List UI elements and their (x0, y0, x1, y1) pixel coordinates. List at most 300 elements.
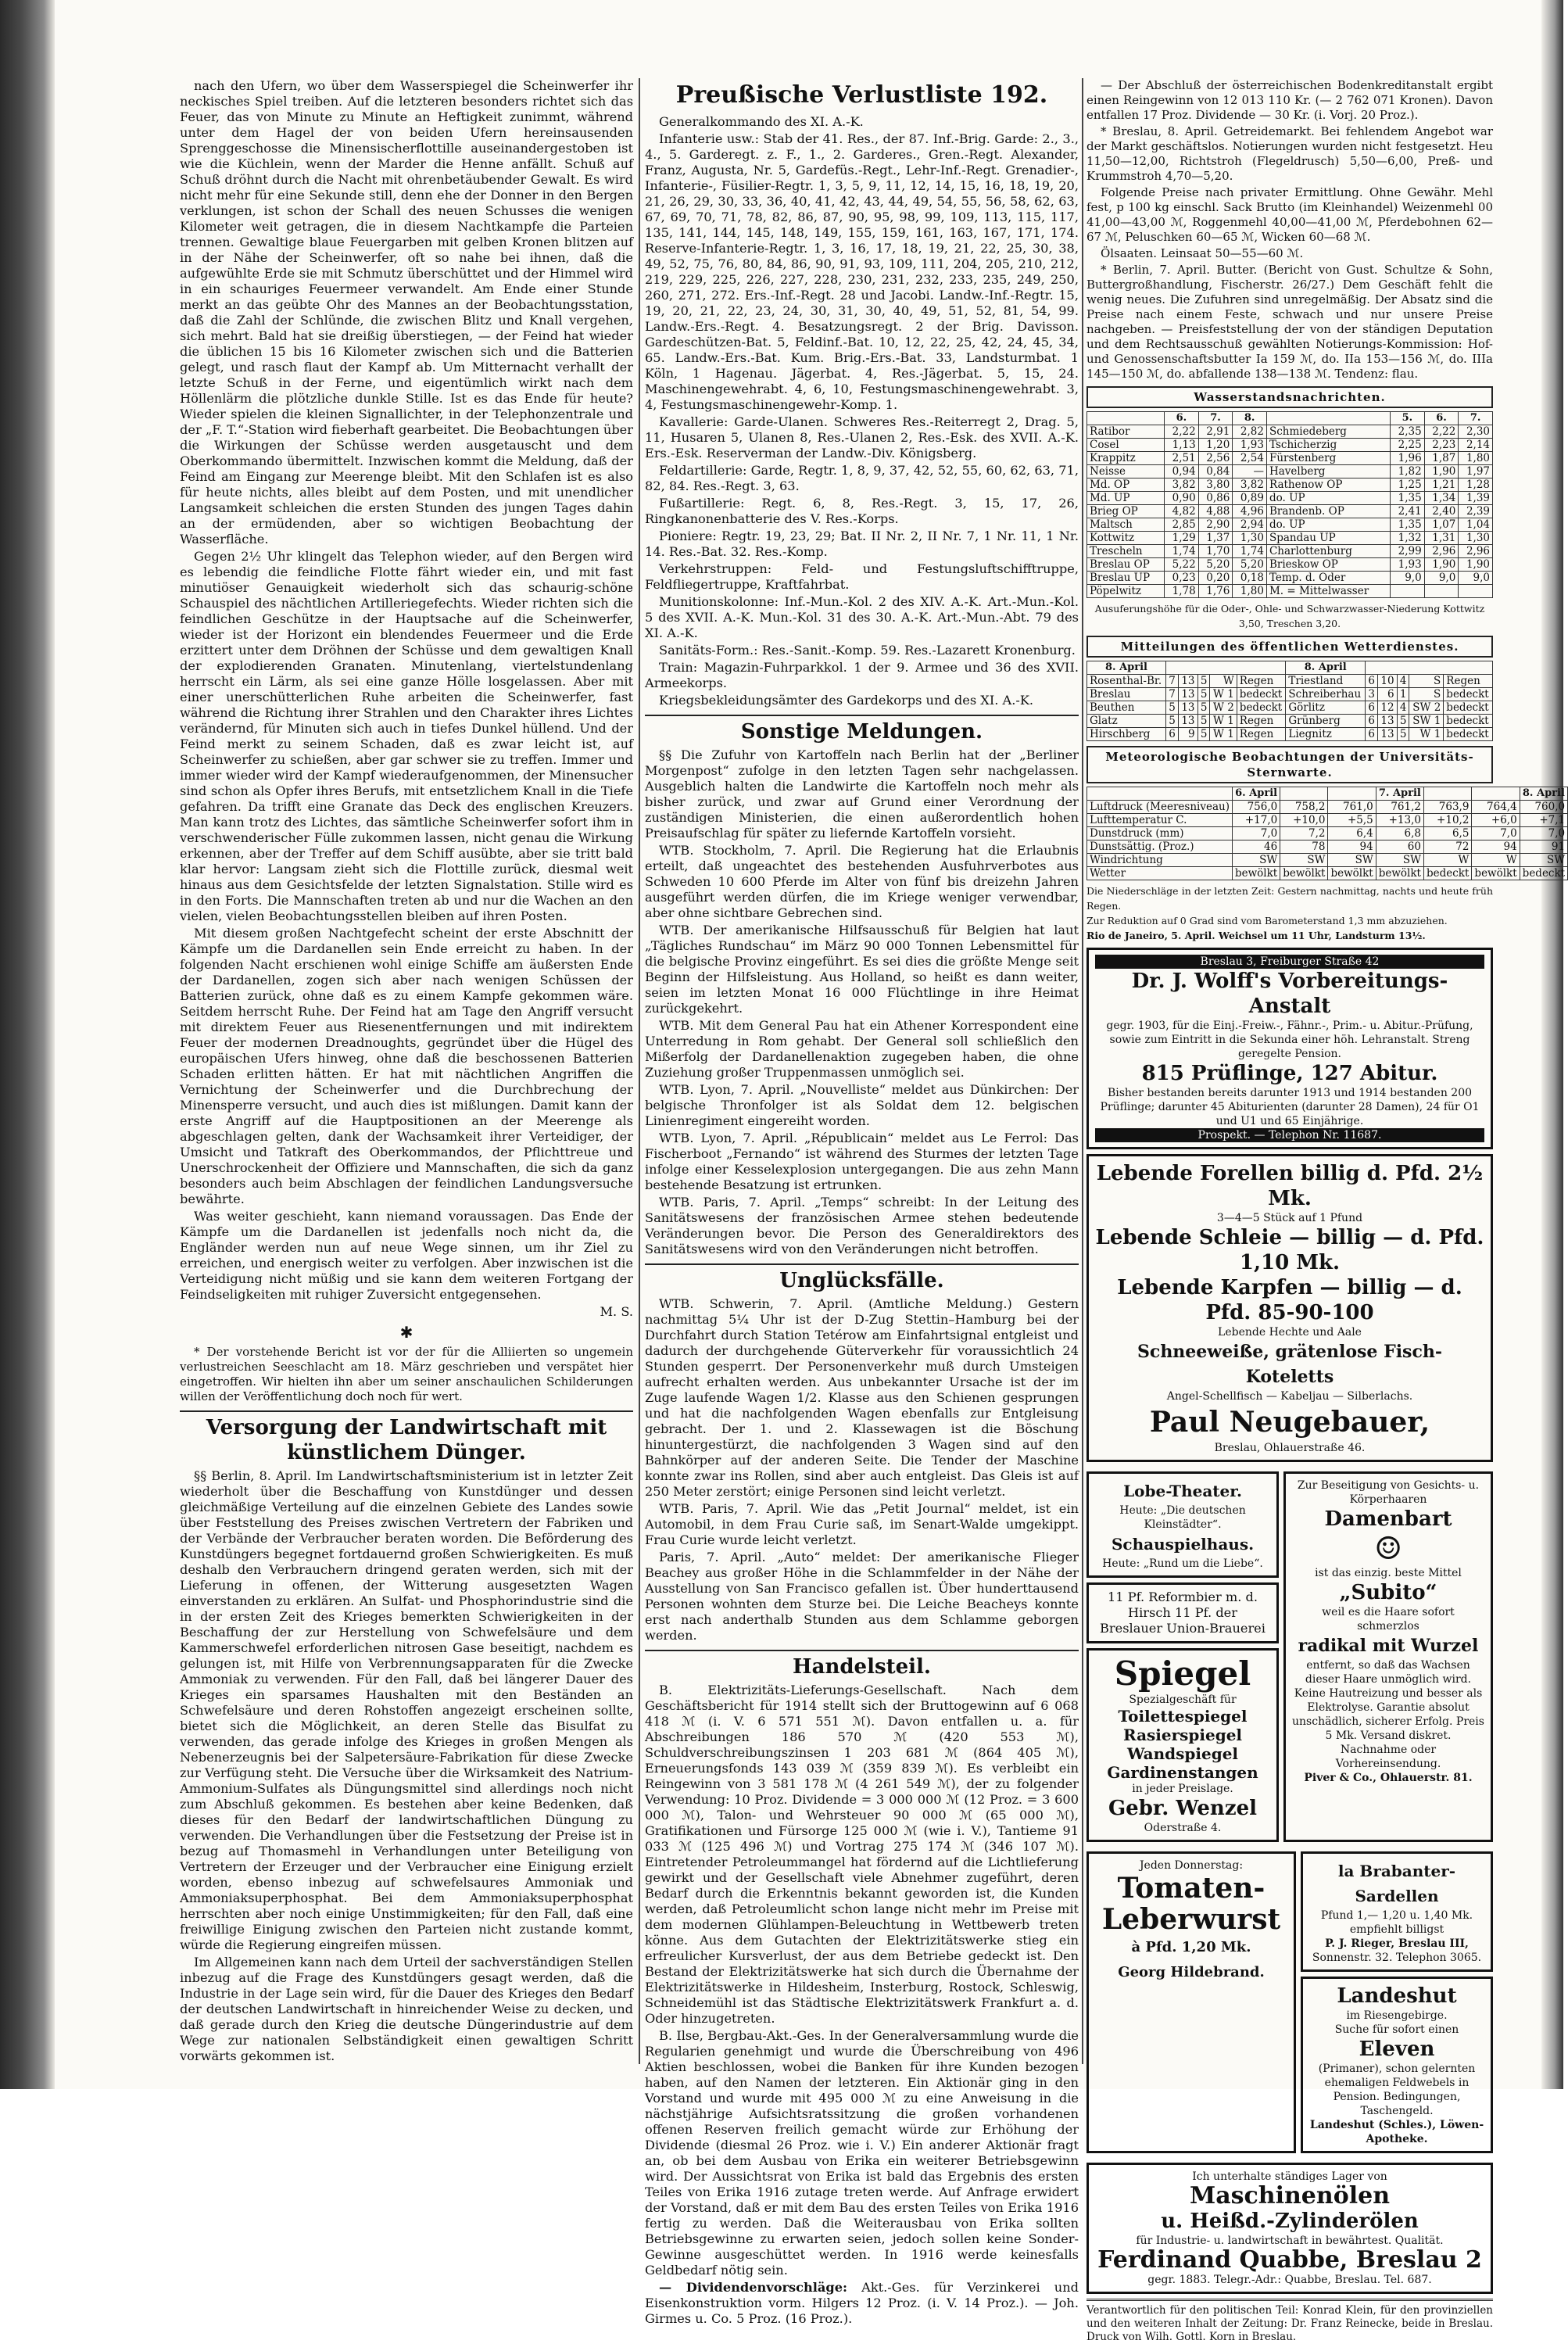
table-cell: 94 (1472, 840, 1520, 854)
article-paragraph: Was weiter geschieht, kann niemand voraussagen. Das Ende der Kämpfe um die Dardanellen ist jedenfalls noch nicht da, die Engländer werden nun auf neue Wege sinnen, um ihr Ziel zu erreichen, und energisch weiter zu verfolgen. Aber inzwischen ist die Verteidigung nicht müßig und sie kann dem weiteren Fortgang der Feindseligkeiten mit ruhiger Zuversicht entgegensehen. (180, 1209, 633, 1302)
ad-wolff-foot: Prospekt. — Telephon Nr. 11687. (1095, 1128, 1484, 1142)
ad-quabbe-title: u. Heißd.-Zylinderölen (1161, 2210, 1419, 2233)
table-cell: +6,0 (1472, 814, 1520, 827)
table-cell: 1,07 (1424, 518, 1459, 532)
table-cell: 2,91 (1198, 425, 1233, 439)
table-cell: bedeckt (1444, 728, 1493, 741)
table-cell: W 1 (1210, 688, 1237, 701)
table-cell: 2,56 (1198, 452, 1233, 465)
table-cell: SW 1 (1409, 715, 1444, 728)
table-cell: bewölkt (1472, 867, 1520, 880)
table-row (1087, 558, 1493, 572)
unglueck-paragraph: WTB. Schwerin, 7. April. (Amtliche Meldung.) Gestern nachmittag 5¼ Uhr ist der D-Zug Stettin–Hamburg bei der Durchfahrt durch Station Tetérow am Einfahrtsignal entgleist und dadurch der durchgehende Güterverkehr für voraussichtlich 24 Stunden gesperrt. Der Personenverkehr muß durch Umsteigen aufrecht erhalten werden. Aus unbekannter Ursache ist der im Zuge laufende Wagen 1/2. Klasse aus den Schienen gesprungen und hat die nachfolgenden Wagen ebenfalls zur Entgleisung gebracht. Der 1. und 2. Klassewagen ist die Böschung hinuntergestürzt, die nachfolgenden 3 Wagen sind auf den Bahnkörper auf der anderen Seite. Die Tender der Maschine konnte zwar ins Rollen, sind aber auch entgleist. Das Gleis ist auf 250 Meter zerstört; einige Personen sind leicht verletzt. (645, 1296, 1079, 1499)
ad-quabbe-title: Maschinenölen (1189, 2182, 1391, 2210)
table-cell: 0,23 (1165, 572, 1199, 585)
wasserstand-table (1087, 411, 1493, 598)
ad-landeshut-sub2: Suche für sofort einen (1334, 2023, 1459, 2036)
table-cell: 6 (1377, 688, 1397, 701)
table-cell: 3,82 (1233, 478, 1267, 492)
table-cell: Liegnitz (1286, 728, 1366, 741)
table-cell: 2,23 (1424, 439, 1459, 452)
table-cell: 2,96 (1424, 545, 1459, 558)
table-cell: 5 (1197, 701, 1210, 715)
table-cell: +5,5 (1328, 814, 1376, 827)
table-cell: 0,86 (1198, 492, 1233, 505)
table-cell: W 2 (1210, 701, 1237, 715)
table-header-cell (1472, 787, 1520, 801)
ad-theater (1087, 1471, 1279, 1578)
table-cell: 94 (1328, 840, 1376, 854)
table-cell: Trescheln (1087, 545, 1165, 558)
table-cell: 1,93 (1391, 558, 1425, 572)
table-cell: 4 (1397, 701, 1409, 715)
verlust-paragraph: Munitionskolonne: Inf.-Mun.-Kol. 2 des XIV. A.-K. Art.-Mun.-Kol. 5 des XVII. A.-K. Mun.-Kol. 31 des 30. A.-K. Art.-Mun.-Abt. 79 des XI. A.-K. (645, 594, 1079, 640)
table-cell: 60 (1376, 840, 1423, 854)
meteo-note: Rio de Janeiro, 5. April. Weichsel um 11 Uhr, Landsturm 13½. (1087, 930, 1426, 941)
table-cell: 13 (1377, 715, 1397, 728)
table-cell: Ratibor (1087, 425, 1165, 439)
table-cell: Breslau OP (1087, 558, 1165, 572)
article-paragraph: Gegen 2½ Uhr klingelt das Telephon wieder, auf den Bergen wird es lebendig die feindliche Flotte fährt wieder ein, und mit fast minutiöser Genauigkeit wiederholt sich das schaurig-schöne Schauspiel des nächtlichen Artilleriegefechts. Wieder richten sich die feindlichen Geschütze in der Hauptsache auf die Scheinwerfer, wieder ist der Horizont ein blendendes Feuermeer und die Erde erzittert unter dem Dröhnen der Schüsse und dem gewaltigen Knall der explodierenden Granaten. Minutenlang, viertelstundenlang herrscht ein Lärm, als sei eine ganze Hölle losgelassen. Aber mit einer unerschütterlichen Ruhe arbeiten die Scheinwerfer, fast während die Richtung ihrer Strahlen und den Charakter ihres Lichtes verändernd, für Minuten sich auch in tiefes Dunkel hüllend. Und der Feind merkt zu seinem Schaden, daß es zwar leicht ist, auf Scheinwerfer zu schießen, aber gar schwer sie zu treffen. Immer und immer wieder wird der Kampf wiederaufgenommen, der Minensucher sind schon als Opfer ihres Berufs, mit entsetzlichem Knall in die Tiefe gefahren. Da trifft eine Granate das Deck des englischen Kreuzers. Man kann trotz des Lichtes, das sämtliche Scheinwerfer sofort ihm in verschwenderischer Fülle zukommen lassen, nicht genau die Wirkung erkennen, aber der Treffer auf dem Schiff ausübte, aber sie tritt bald klar hervor: Langsam zieht sich die Flottille zurück, diesmal weit hinaus aus dem Gesichtsfelde der letzten Signalstation. Stille wird es in den Forts. Die Mannschaften treten ab und nur die Wachen an den vielen, vielen Beobachtungsstellen bleiben auf ihren Posten. (180, 549, 633, 923)
ad-fish-line: Schneeweiße, grätenlose Fisch-Koteletts (1137, 1342, 1442, 1387)
table-cell: 1,04 (1459, 518, 1493, 532)
ad-fish-line: Lebende Karpfen — billig — d. Pfd. 85-90-100 (1117, 1276, 1462, 1324)
ad-quabbe-foot: gegr. 1883. Telegr.-Adr.: Quabbe, Breslau. Tel. 687. (1147, 2274, 1432, 2286)
table-cell: 1,70 (1198, 545, 1233, 558)
table-cell: +17,0 (1232, 814, 1280, 827)
table-cell: SW (1376, 854, 1423, 867)
verlust-paragraph: Fußartillerie: Regt. 6, 8, Res.-Regt. 3, 15, 17, 26, Ringkanonenbatterie des V. Res.-Korps. (645, 496, 1079, 526)
ad-spiegel-sub: Spezialgeschäft für (1129, 1693, 1237, 1706)
table-cell: 5 (1397, 728, 1409, 741)
ad-spiegel-item: Toilettespiegel (1118, 1707, 1248, 1726)
ad-tomaten-title: Leberwurst (1101, 1903, 1281, 1936)
table-row (1087, 532, 1493, 545)
table-cell: 764,4 (1472, 801, 1520, 814)
unglueck-paragraph: WTB. Paris, 7. April. Wie das „Petit Journal“ meldet, ist ein Automobil, in dem Frau Curie saß, im Senart-Walde umgekippt. Frau Curie wurde leicht verletzt. (645, 1501, 1079, 1547)
ad-fish-sub: 3—4—5 Stück auf 1 Pfund (1216, 1212, 1363, 1224)
table-row (1087, 867, 1568, 880)
table-cell: 2,14 (1459, 439, 1493, 452)
table-row (1087, 465, 1493, 478)
unglueck-paragraph: Paris, 7. April. „Auto“ meldet: Der amerikanische Flieger Beachey aus großer Höhe in die Schlammfelder in der Nähe der Ausstellung von San Francisco gefallen ist. Über hunderttausend Personen wohnten dem Sturze bei. Die Leiche Beacheys konnte erst nach anderthalb Stunden aus dem Schlamme geborgen werden. (645, 1550, 1079, 1643)
table-cell: 0,94 (1165, 465, 1199, 478)
table-cell: — (1233, 465, 1267, 478)
table-cell: Breslau (1087, 688, 1166, 701)
table-cell: 3 (1366, 688, 1378, 701)
ad-schauspiel-line: Heute: „Rund um die Liebe“. (1102, 1557, 1263, 1570)
table-cell: bedeckt (1520, 867, 1567, 880)
table-cell: Dunstdruck (mm) (1087, 827, 1233, 840)
meldung-paragraph: WTB. Stockholm, 7. April. Die Regierung hat die Erlaubnis erteilt, daß ungeachtet des bestehenden Ausfuhrverbotes aus Schweden 10 600 Pferde im Alter von fünf bis dreizehn Jahren ausgeführt werden dürfen, die im Kriege weniger verwendbar, aber ohne sichtbare Gebrechen sind. (645, 843, 1079, 920)
ad-theater-title: Lobe-Theater. (1123, 1482, 1242, 1500)
table-cell: Kottwitz (1087, 532, 1165, 545)
verlust-paragraph: Sanitäts-Form.: Res.-Sanit.-Komp. 59. Res.-Lazarett Kronenburg. (659, 643, 1076, 658)
table-cell: 5,20 (1198, 558, 1233, 572)
table-cell: 760,0 (1520, 801, 1567, 814)
ad-tomaten-name: Georg Hildebrand. (1118, 1964, 1265, 1980)
ad-row (1087, 1467, 1493, 1847)
verlust-paragraph: Kriegsbekleidungsämter des Gardekorps und des XI. A.-K. (659, 693, 1034, 708)
table-cell: 1,74 (1165, 545, 1199, 558)
table-cell: Krappitz (1087, 452, 1165, 465)
table-cell: 2,51 (1165, 452, 1199, 465)
ad-tomaten (1087, 1851, 1296, 2153)
table-cell: bedeckt (1423, 867, 1471, 880)
table-cell: 5 (1166, 715, 1179, 728)
table-cell: 1,32 (1391, 532, 1425, 545)
table-cell: Fürstenberg (1266, 452, 1390, 465)
table-cell: Brandenb. OP (1266, 505, 1390, 518)
table-cell: W (1472, 854, 1520, 867)
table-header-cell (1280, 787, 1328, 801)
table-cell: 1,80 (1233, 585, 1267, 598)
ad-damenbart-text: entfernt, so daß das Wachsen dieser Haare unmöglich wird. Keine Hautreizung und besser als Elektrolyse. Garantie absolut unschädlich, sicherer Erfolg. Preis 5 Mk. Versand diskret. Nachnahme oder Vorhereinsendung. (1292, 1659, 1484, 1770)
section-title: Versorgung der Landwirtschaft mit künstlichem Dünger. (180, 1410, 633, 1465)
table-row (1087, 505, 1493, 518)
table-cell: bedeckt (1237, 688, 1286, 701)
table-cell (1424, 585, 1459, 598)
table-row (1087, 478, 1493, 492)
table-cell: SW (1232, 854, 1280, 867)
ad-fish (1087, 1154, 1493, 1462)
table-row (1087, 675, 1493, 688)
ad-spiegel-item: Gardinenstangen (1107, 1763, 1258, 1782)
table-cell: 7 (1166, 688, 1179, 701)
ad-fish-label: Lebende Schleie (1095, 1226, 1283, 1249)
table-cell: bewölkt (1328, 867, 1376, 880)
table-row (1087, 715, 1493, 728)
table-cell: Md. UP (1087, 492, 1165, 505)
handel-paragraph: B. Elektrizitäts-Lieferungs-Gesellschaft. Nach dem Geschäftsbericht für 1914 stellt sich der Bruttogewinn auf 6 068 418 ℳ (i. V. 6 571 551 ℳ). Davon entfallen u. a. für Abschreibungen 186 570 ℳ (420 553 ℳ), Schuldverschreibungszinsen 1 203 681 ℳ (864 405 ℳ), Erneuerungsfonds 143 039 ℳ (359 839 ℳ). Es verbleibt ein Reingewinn von 3 581 178 ℳ (4 261 549 ℳ), der zu folgender Verwendung: 10 Proz. Dividende = 3 000 000 ℳ (12 Proz. = 3 600 000 ℳ), Talon- und Wehrsteuer 90 000 ℳ (65 000 ℳ), Gratifikationen und Fürsorge 125 000 ℳ (wie i. V.), Tantieme 91 033 ℳ (125 496 ℳ) und Vortrag 275 174 ℳ (346 107 ℳ). Eintretender Petroleummangel hat fördernd auf die Lichtlieferung gewirkt und der Gesellschaft viele Abnehmer zugeführt, deren Bedarf durch die Erkenntnis bekannt geworden ist, die Kunden werden, daß Petroleumlicht schon lange nicht mehr im Preise mit dem modernen Glühlampen-Beleuchtung in Wettbewerb treten könne. Aus dem Gutachten der Elektrizitätswerke stieg ein erfreulicher Kursverlust, der aus dem Betriebe gedeckt ist. Den Bestand der Elektrizitätswerke hat sich durch die Übernahme der Elektrizitätswerke in Hildesheim, Insterburg, Rostock, Schleswig, Schneidemühl ist das Städtische Elektrizitätswerk Frankfurt a. d. Oder hinzugetreten. (645, 1683, 1079, 2026)
table-cell: 5 (1197, 688, 1210, 701)
wetter-table (1087, 661, 1493, 741)
table-header-row (1087, 412, 1493, 425)
ad-fish-price: d. Pfd. 1,10 Mk. (1239, 1226, 1484, 1274)
table-cell: +10,0 (1280, 814, 1328, 827)
ad-sardellen-title: la Brabanter-Sardellen (1337, 1862, 1456, 1905)
table-cell: 1,31 (1424, 532, 1459, 545)
verlust-paragraph: Feldartillerie: Garde, Regtr. 1, 8, 9, 37, 42, 52, 55, 60, 62, 63, 71, 82, 84. Res.-Regt. 3, 63. (645, 463, 1079, 493)
table-cell (1391, 585, 1425, 598)
table-row (1087, 827, 1568, 840)
ad-sardellen-name: P. J. Rieger, Breslau III, (1325, 1937, 1469, 1950)
handel-title: Handelsteil. (645, 1650, 1079, 1679)
table-cell: Rosenthal-Br. (1087, 675, 1166, 688)
table-cell: 4,96 (1233, 505, 1267, 518)
table-cell: 78 (1280, 840, 1328, 854)
table-cell: 0,90 (1165, 492, 1199, 505)
verlust-paragraph: Pioniere: Regtr. 19, 23, 29; Bat. II Nr. 2, II Nr. 7, 1 Nr. 11, 1 Nr. 14. Res.-Bat. 32. Res.-Komp. (645, 529, 1079, 559)
ad-fish-billig: billig (1316, 1226, 1376, 1249)
table-row (1087, 840, 1568, 854)
table-cell: W 1 (1210, 728, 1237, 741)
ad-fish-label: Lebende Karpfen (1117, 1276, 1313, 1299)
table-cell: 1,35 (1391, 492, 1425, 505)
dividenden-text: Akt.-Ges. für Verzinkerei und Eisenkonstruktion vorm. Hilgers 12 Proz. (i. V. 14 Proz.). — Joh. Girmes u. Co. 5 Proz. (16 Proz.). (645, 2280, 1079, 2326)
table-cell: 72 (1423, 840, 1471, 854)
ad-fish-billig: billig (1347, 1276, 1407, 1299)
ad-spiegel-item: Rasierspiegel (1122, 1726, 1243, 1744)
verlustliste-title: Preußische Verlustliste 192. (675, 81, 1048, 109)
footnote: * Der vorstehende Bericht ist vor der für die Alliierten so ungemein verlustreichen Seeschlacht am 18. März geschrieben und verspätet hier eingetroffen. Wir hielten ihn aber um seiner anschaulichen Schilderungen willen der Veröffentlichung doch noch für wert. (180, 1345, 633, 1403)
ad-wolff-num2: 127 Abitur. (1310, 1062, 1438, 1085)
table-cell: 761,0 (1328, 801, 1376, 814)
table-cell: 13 (1178, 715, 1197, 728)
ad-landeshut-title: Landeshut (1337, 1984, 1457, 2008)
verlust-paragraph: Verkehrstruppen: Feld- und Festungsluftschifftruppe, Feldfliegertruppe, Kraftfahrbat. (645, 561, 1079, 592)
table-cell: 5 (1197, 675, 1210, 688)
table-cell: 13 (1178, 688, 1197, 701)
table-row (1087, 452, 1493, 465)
table-cell: W 1 (1409, 728, 1444, 741)
table-cell: 6,4 (1328, 827, 1376, 840)
ad-damenbart-sub: ist das einzig. beste Mittel (1315, 1567, 1462, 1579)
meldung-paragraph: WTB. Der amerikanische Hilfsausschuß für Belgien hat laut „Tägliches Rundschau“ im März 90 000 Tonnen Lebensmittel für die belgische Provinz eingeführt. Es sei dies die größte Menge seit Beginn der Hilfsleistung. Aus Holland, so heißt es dann weiter, seien im letzten Monat 16 000 Flüchtlinge in ihre Heimat zurückgekehrt. (645, 923, 1079, 1016)
wasser-title: Wasserstandsnachrichten. (1087, 386, 1493, 408)
table-cell: 3,82 (1165, 478, 1199, 492)
table-cell: Tschicherzig (1266, 439, 1390, 452)
book-binding-edge (0, 0, 55, 2089)
meldung-paragraph: WTB. Lyon, 7. April. „Nouvelliste“ meldet aus Dünkirchen: Der belgische Thronfolger ist als Soldat dem 12. belgischen Linienregiment eingereiht worden. (645, 1082, 1079, 1128)
ad-wolff-numbers (1095, 1061, 1484, 1086)
ad-wolff-sub2: Bisher bestanden bereits darunter 1913 und 1914 bestanden 200 Prüflinge; darunter 45 Abiturienten (darunter 28 Damen), 24 für O1 und U1 und 65 Einjährige. (1100, 1087, 1480, 1127)
table-cell: 1,21 (1424, 478, 1459, 492)
table-header-row (1087, 787, 1568, 801)
table-cell: 6 (1366, 701, 1378, 715)
table-cell: Regen (1237, 675, 1286, 688)
ad-schauspiel-title: Schauspielhaus. (1111, 1535, 1255, 1554)
table-cell: Regen (1444, 675, 1493, 688)
table-cell: 4 (1397, 675, 1409, 688)
table-cell: S (1409, 675, 1444, 688)
table-cell: W 1 (1210, 715, 1237, 728)
table-cell: Windrichtung (1087, 854, 1233, 867)
unglueck-title: Unglücksfälle. (645, 1263, 1079, 1293)
table-row (1087, 425, 1493, 439)
ad-spiegel-addr: Oderstraße 4. (1144, 1822, 1222, 1834)
ad-sardellen (1301, 1851, 1493, 1972)
table-cell: 9,0 (1424, 572, 1459, 585)
table-header-cell: 6. (1165, 412, 1199, 425)
table-cell: 1,74 (1233, 545, 1267, 558)
table-cell: 5 (1397, 715, 1409, 728)
ad-wolff-title: Dr. J. Wolff's Vorbereitungs-Anstalt (1131, 969, 1448, 1018)
ad-spiegel (1087, 1648, 1279, 1842)
table-row (1087, 728, 1493, 741)
table-cell: 2,30 (1459, 425, 1493, 439)
table-cell: 6,8 (1376, 827, 1423, 840)
table-header-cell: 6. (1424, 412, 1459, 425)
ad-spiegel-name: Gebr. Wenzel (1108, 1797, 1258, 1820)
table-cell: 1,96 (1391, 452, 1425, 465)
ad-tomaten-title: Tomaten- (1117, 1872, 1265, 1905)
table-cell: M. = Mittelwasser (1266, 585, 1390, 598)
table-row (1087, 439, 1493, 452)
table-cell: 4,88 (1198, 505, 1233, 518)
table-cell: bedeckt (1444, 715, 1493, 728)
ad-left-stack (1087, 1467, 1279, 1847)
table-cell: Wetter (1087, 867, 1233, 880)
table-cell: 1,30 (1459, 532, 1493, 545)
table-cell: 1,28 (1459, 478, 1493, 492)
table-cell: 5 (1166, 701, 1179, 715)
table-header-cell (1328, 787, 1376, 801)
table-header-cell: 6. April (1232, 787, 1280, 801)
table-cell: 758,2 (1280, 801, 1328, 814)
table-cell: 1,25 (1391, 478, 1425, 492)
ad-fish-price: d. Pfd. 2½ Mk. (1268, 1162, 1484, 1210)
table-cell: 3,80 (1198, 478, 1233, 492)
table-cell: 5,22 (1165, 558, 1199, 572)
ad-fish-label: Lebende Forellen (1096, 1162, 1294, 1185)
table-cell: 12 (1377, 701, 1397, 715)
table-cell: 2,82 (1233, 425, 1267, 439)
meldungen-title: Sonstige Meldungen. (645, 715, 1079, 744)
table-cell: 1,39 (1459, 492, 1493, 505)
table-header-cell (1087, 787, 1233, 801)
verlust-paragraph: Kavallerie: Garde-Ulanen. Schweres Res.-Reiterregt 2, Drag. 5, 11, Husaren 5, Ulanen 8, Res.-Ulanen 2, Res.-Esk. des XVII. A.-K. Ers.-Esk. Reserverman der Landw.-Div. Königsberg. (645, 414, 1079, 461)
table-body (1087, 801, 1568, 880)
table-cell: +13,0 (1376, 814, 1423, 827)
table-cell: 2,96 (1459, 545, 1493, 558)
dividenden-paragraph (645, 2280, 1079, 2327)
table-cell: 2,40 (1424, 505, 1459, 518)
article-paragraph: Im Allgemeinen kann nach dem Urteil der sachverständigen Stellen inbezug auf die Frage des Kunstdüngers gesagt werden, daß die Industrie in der Lage sein wird, für die Dauer des Krieges den Bedarf der deutschen Landwirtschaft in hinreichender Weise zu decken, und daß gerade durch den Krieg die deutsche Düngerindustrie auf dem Wege zur nationalen Selbständigkeit einen gewaltigen Schritt vorwärts gekommen ist. (180, 1955, 633, 2063)
table-cell: 761,2 (1376, 801, 1423, 814)
table-cell: 2,22 (1165, 425, 1199, 439)
article-paragraph: §§ Berlin, 8. April. Im Landwirtschaftsministerium ist in letzter Zeit wiederholt über die Beschaffung von Kunstdünger und dessen gleichmäßige Verteilung auf die einzelnen Gebiete des Landes sowie über Feststellung des Preises zwischen Vertretern der Fabriken und der Verbände der Verbraucher beraten worden. Die Beförderung des Kunstdüngers begegnet fortdauernd großen Schwierigkeiten. Es muß deshalb den Verbrauchern dringend geraten werden, sich mit der Lieferung in offenen, der Witterung ausgesetzten Wagen einverstanden zu erklären. An Sulfat- und Phosphorindustrie sind die in der ersten Zeit des Krieges bemerkten Schwierigkeiten in der Beschaffung der zur Herstellung von Schwefelsäure und dem Kammerschwefel erforderlichen nitrosen Gase beseitigt, nachdem es gelungen ist, mit Hilfe von Verbrennungsapparaten für die Zwecke Ammoniak zu verwenden. Für den Fall, daß bei längerer Dauer des Krieges ein sparsames Haushalten mit den Beständen an Schwefelsäure und deren Rohstoffen angezeigt erscheinen sollte, bietet sich die Möglichkeit, an deren Stelle das Bisulfat zu verwenden, das gerade infolge des Krieges in großen Mengen als Nebenerzeugnis bei der Salpetersäure-Fabrikation für diese Zwecke zur Verfügung steht. Die Versuche über die Wirksamkeit des Natrium-Ammonium-Sulfates als Düngungsmittel sind allerdings noch nicht zum Abschluß gekommen. Es bestehen aber keine Bedenken, daß dieses für den Bedarf der landwirtschaftlichen Düngung zu verwenden. Die Verhandlungen über die Festsetzung der Preise ist in bezug auf Thomasmehl in Verhandlungen unter Beteiligung von Vertretern der Erzeuger und der Verbraucher eine Einigung erzielt worden, ebenso inbezug auf schwefelsaures Ammoniak und Ammoniaksuperphosphat. Bei dem Ammoniaksuperphosphat herrschten aber noch einige Unstimmigkeiten; für den Fall, daß eine freiwillige Einigung zwischen den Parteien nicht zustande kommt, würde die Regierung eingreifen müssen. (180, 1468, 633, 1952)
table-cell: 7,0 (1232, 827, 1280, 840)
column-left (180, 78, 633, 2080)
market-paragraph: Folgende Preise nach privater Ermittlung. Ohne Gewähr. Mehl fest, p 100 kg einschl. Sack Brutto (im Kleinhandel) Weizenmehl 00 41,00—43,00 ℳ, Roggenmehl 40,00—41,00 ℳ, Pferdebohnen 62—67 ℳ, Peluschken 60—65 ℳ, Wicken 60—68 ℳ. (1087, 185, 1493, 244)
ad-sardellen-addr: Sonnenstr. 32. Telephon 3065. (1312, 1952, 1482, 1964)
ad-damenbart-head: Zur Beseitigung von Gesichts- u. Körperhaaren (1297, 1479, 1480, 1506)
woman-portrait-icon: ☺ (1374, 1531, 1402, 1567)
table-cell: W (1210, 675, 1237, 688)
table-cell: SW (1328, 854, 1376, 867)
table-cell: Spandau UP (1266, 532, 1390, 545)
table-cell: 2,90 (1198, 518, 1233, 532)
meteo-table (1087, 787, 1568, 880)
table-cell: 6 (1166, 728, 1179, 741)
column-rule (639, 78, 640, 2064)
table-cell: 1,78 (1165, 585, 1199, 598)
table-row (1087, 701, 1493, 715)
table-header-cell: 8. (1233, 412, 1267, 425)
table-cell: SW (1280, 854, 1328, 867)
page-right-edge (1541, 0, 1563, 2089)
ad-fish-addr: Breslau, Ohlauerstraße 46. (1214, 1442, 1366, 1454)
meteo-title: Meteorologische Beobachtungen der Universitäts-Sternwarte. (1087, 746, 1493, 783)
table-row (1087, 688, 1493, 701)
table-cell: 2,85 (1165, 518, 1199, 532)
ad-fish-price: d. Pfd. 85-90-100 (1205, 1276, 1462, 1324)
table-header-cell: 7. (1198, 412, 1233, 425)
meteo-note: Zur Reduktion auf 0 Grad sind vom Barometerstand 1,3 mm abzuziehen. (1087, 915, 1448, 926)
table-cell: bedeckt (1444, 701, 1493, 715)
ad-damenbart (1283, 1471, 1493, 1842)
table-cell: Brieskow OP (1266, 558, 1390, 572)
table-header-cell: 8. April (1520, 787, 1567, 801)
market-paragraph: — Der Abschluß der österreichischen Bodenkreditanstalt ergibt einen Reingewinn von 12 013 110 Kr. (— 2 762 071 Kronen). Davon entfallen 17 Proz. Dividende — 30 Kr. (i. Vorj. 20 Proz.). (1087, 78, 1493, 122)
table-cell: 1,34 (1424, 492, 1459, 505)
table-row (1087, 801, 1568, 814)
article-paragraph: nach den Ufern, wo über dem Wasserspiegel die Scheinwerfer ihr neckisches Spiel treiben. Auf die letzteren besonders richtet sich das Feuer, das von Minute zu Minute an Heftigkeit zunimmt, während unter dem Hagel der von beiden Ufern hereinsausenden Sprenggeschosse die Minensischerflottille auseinandergestoben ist wie die Küchlein, wenn der Marder die Henne anfällt. Schuß auf Schuß dröhnt durch die Nacht mit ohrenbetäubender Gewalt. Es wird nicht mehr für eine Sekunde still, denn ehe der Donner in den Bergen verklungen, ist schon der Schall des neuen Schusses die wenigen Kilometer weit getragen, die in diesem Nachtkampfe die Parteien trennen. Gewaltige blaue Feuergarben mit gelben Kronen blitzen auf in der Nähe der Scheinwerfer, oft so nahe bei ihnen, daß die aufgewühlte Erde sie mit Schmutz überschüttet und der Himmel wird in ein schauriges Feuermeer verwandelt. Am Ende einer Stunde merkt an das geübte Ohr des Mannes an der Beobachtungsstation, daß die Zahl der Schlünde, die zwischen Blitz und Knall vergehen, sich mehrt. Bald hat sie dreißig überstiegen, — der Feind hat wieder die üblichen 15 bis 16 Kilometer zwischen sich und die Batterien gelegt, und rasch flaut der Kampf ab. Um Mitternacht verhallt der letzte Schuß in der Ferne, und eigentümlich wirkt nach dem Höllenlärm die plötzliche dunkle Stille. Ist es das Ende für heute? Wieder spielen die kleinen Signallichter, in der Telephonzentrale und der „F. T.“-Station wird fieberhaft gearbeitet. Die Beobachtungen über die Wirkungen der Schüsse werden ausgetauscht und dem Oberkommando übermittelt. Inzwischen kommt die Meldung, daß der Feind am Eingang zur Meerenge bleibt. Mit den Schlafen ist es also für heute nichts, alles bleibt auf dem Posten, und mit unendlicher Langsamkeit schleichen die ersten Stunden des jungen Tages dahin an der ermüdenden, aber so wichtigen Beobachtung der Wasserfläche. (180, 78, 633, 547)
table-cell: Rathenow OP (1266, 478, 1390, 492)
table-cell: Beuthen (1087, 701, 1166, 715)
table-cell: bedeckt (1237, 701, 1286, 715)
table-cell: 6 (1366, 675, 1378, 688)
table-cell: Regen (1237, 728, 1286, 741)
table-cell: 1,29 (1165, 532, 1199, 545)
table-cell: 1,30 (1233, 532, 1267, 545)
table-row (1087, 572, 1493, 585)
table-row (1087, 814, 1568, 827)
table-cell: 1,20 (1198, 439, 1233, 452)
table-cell: 13 (1377, 728, 1397, 741)
table-cell: Schreiberhau (1286, 688, 1366, 701)
table-cell: 1,90 (1459, 558, 1493, 572)
ad-fish-line (1095, 1161, 1484, 1211)
table-cell: Pöpelwitz (1087, 585, 1165, 598)
table-cell: 4,82 (1165, 505, 1199, 518)
table-row (1087, 545, 1493, 558)
ad-spiegel-price: in jeder Preislage. (1132, 1783, 1233, 1795)
table-cell: 9 (1178, 728, 1197, 741)
table-cell: Schmiedeberg (1266, 425, 1390, 439)
table-cell: 6 (1366, 728, 1378, 741)
table-row (1087, 585, 1493, 598)
ad-fish-billig: billig (1300, 1162, 1360, 1185)
table-cell: 1 (1397, 688, 1409, 701)
dividenden-title: — Dividendenvorschläge: (659, 2280, 848, 2295)
ad-right-stack (1301, 1847, 1493, 2158)
table-cell: 2,35 (1391, 425, 1425, 439)
table-cell: 2,94 (1233, 518, 1267, 532)
table-cell: 1,97 (1459, 465, 1493, 478)
table-cell: 0,84 (1198, 465, 1233, 478)
imprint-footer: Verantwortlich für den politischen Teil: Konrad Klein, für den provinziellen und den weiteren Inhalt der Zeitung: Dr. Franz Reinecke, beide in Breslau. Druck von Wilh. Gottl. Korn in Breslau. (1087, 2299, 1493, 2344)
column-rule (1082, 78, 1083, 2064)
verlust-paragraph: Train: Magazin-Fuhrparkkol. 1 der 9. Armee und 36 des XVII. Armeekorps. (645, 660, 1079, 690)
table-cell: 2,99 (1391, 545, 1425, 558)
ad-damenbart-big: radikal mit Wurzel (1298, 1636, 1479, 1656)
table-header-cell: 7. (1459, 412, 1493, 425)
table-cell: bewölkt (1376, 867, 1423, 880)
ad-row (1087, 1847, 1493, 2158)
ad-wolff-num1: 815 Prüflinge, (1141, 1062, 1304, 1085)
table-cell: 91 (1520, 840, 1567, 854)
table-cell: Neisse (1087, 465, 1165, 478)
ad-landeshut-text: (Primaner), schon gelernten ehemaligen Feldwebels in Pension. Bedingungen, Taschengeld. (1318, 2063, 1476, 2117)
table-body (1087, 425, 1493, 598)
table-header-cell: 7. April (1376, 787, 1423, 801)
ad-quabbe-name: Ferdinand Quabbe, Breslau 2 (1097, 2246, 1482, 2274)
ad-fish-sub: Lebende Hechte und Aale (1218, 1326, 1362, 1339)
table-header-cell (1266, 412, 1390, 425)
table-cell: SW (1520, 854, 1567, 867)
table-cell: 6 (1366, 715, 1378, 728)
ad-hirsch: 11 Pf. Reformbier m. d. Hirsch 11 Pf. der Breslauer Union-Brauerei (1087, 1582, 1279, 1643)
table-cell: Maltsch (1087, 518, 1165, 532)
ad-wolff-head: Breslau 3, Freiburger Straße 42 (1095, 955, 1484, 969)
ad-sardellen-sub: Pfund 1,— 1,20 u. 1,40 Mk. empfiehlt billigst (1320, 1909, 1473, 1936)
table-cell: Temp. d. Oder (1266, 572, 1390, 585)
meldung-paragraph: WTB. Mit dem General Pau hat ein Athener Korrespondent eine Unterredung in Rom gehabt. Der General soll schließlich den Mißerfolg der Dardanellenaktion zugegeben haben, die ohne Zuziehung großer Truppenmassen unmöglich sei. (645, 1018, 1079, 1080)
table-header-row (1087, 661, 1493, 675)
table-cell: Görlitz (1286, 701, 1366, 715)
